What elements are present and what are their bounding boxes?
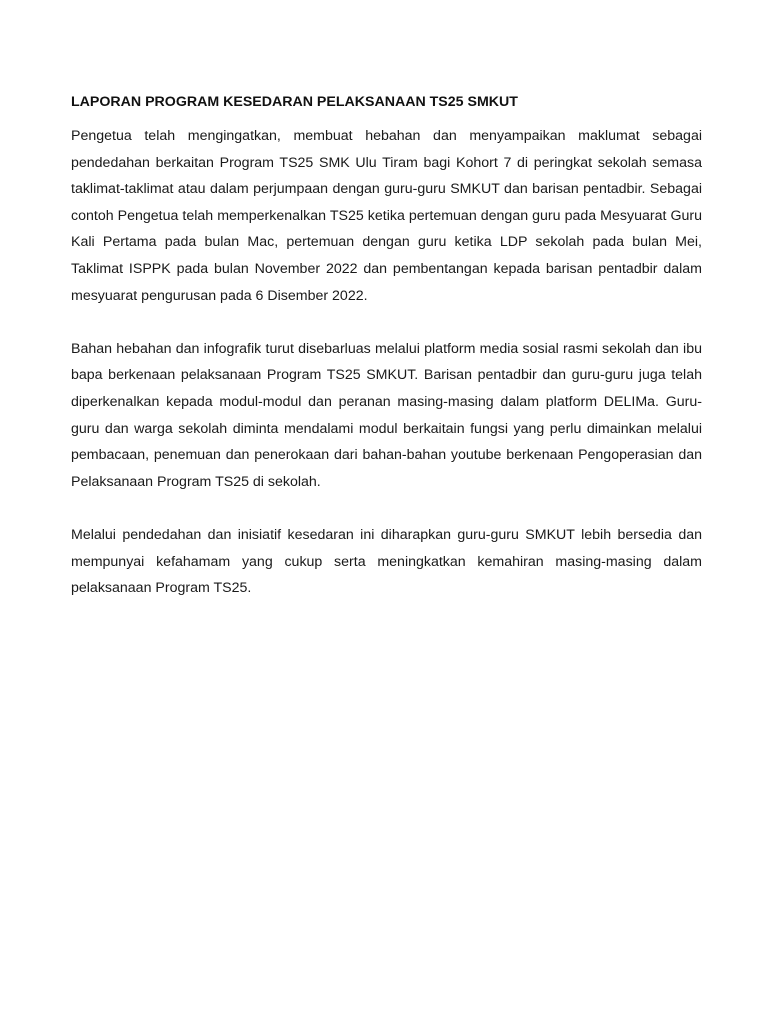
paragraph-3: Melalui pendedahan dan inisiatif kesedaran ini diharapkan guru-guru SMKUT lebih bersedia dan mempunyai kefahamam yang cukup serta meningkatkan kemahiran masing-masing dalam pelaksanaan Program TS25. — [71, 526, 702, 597]
document-body — [71, 92, 702, 628]
document-title: LAPORAN PROGRAM KESEDARAN PELAKSANAAN TS25 SMKUT — [71, 94, 518, 110]
paragraph-1: Pengetua telah mengingatkan, membuat hebahan dan menyampaikan maklumat sebagai pendedahan berkaitan Program TS25 SMK Ulu Tiram bagi Kohort 7 di peringkat sekolah semasa taklimat-taklimat atau dalam perjumpaan dengan guru-guru SMKUT dan barisan pentadbir. Sebagai contoh Pengetua telah memperkenalkan TS25 ketika pertemuan dengan guru pada Mesyuarat Guru Kali Pertama pada bulan Mac, pertemuan dengan guru ketika LDP sekolah pada bulan Mei, Taklimat ISPPK pada bulan November 2022 dan pembentangan kepada barisan pentadbir dalam mesyuarat pengurusan pada 6 Disember 2022. — [71, 128, 702, 304]
paragraph-2: Bahan hebahan dan infografik turut disebarluas melalui platform media sosial rasmi sekolah dan ibu bapa berkenaan pelaksanaan Program TS25 SMKUT. Barisan pentadbir dan guru-guru juga telah diperkenalkan kepada modul-modul dan peranan masing-masing dalam platform DELIMa. Guru- guru dan warga sekolah diminta mendalami modul berkaitain fungsi yang perlu dimainkan melalui pembacaan, penemuan dan penerokaan dari bahan-bahan youtube berkenaan Pengoperasian dan Pelaksanaan Program TS25 di sekolah. — [71, 340, 702, 490]
